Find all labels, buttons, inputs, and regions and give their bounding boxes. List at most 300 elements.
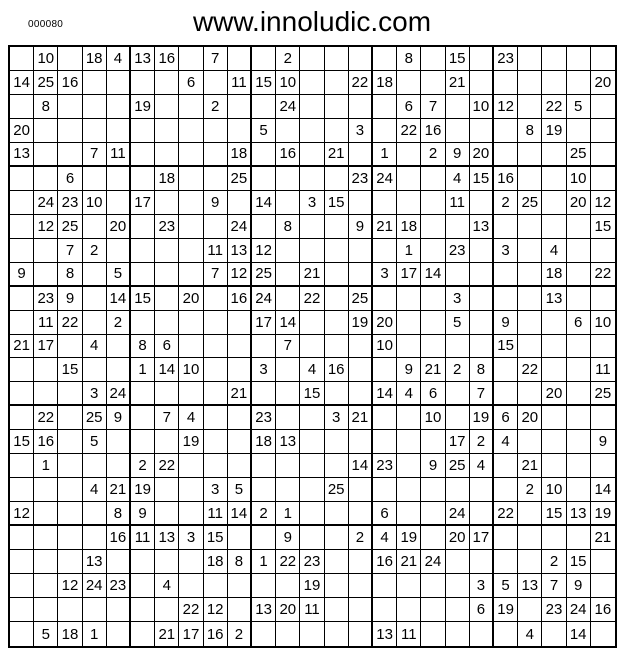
grid-cell-empty[interactable] <box>252 215 276 239</box>
grid-cell-empty[interactable] <box>276 263 300 287</box>
grid-cell-empty[interactable] <box>397 454 421 478</box>
grid-cell-empty[interactable] <box>10 311 34 335</box>
grid-cell-empty[interactable] <box>494 119 518 143</box>
grid-cell-empty[interactable] <box>470 478 494 502</box>
grid-cell-empty[interactable] <box>494 358 518 382</box>
grid-cell-empty[interactable] <box>10 191 34 215</box>
grid-cell-empty[interactable] <box>373 598 397 622</box>
grid-cell-empty[interactable] <box>155 550 179 574</box>
grid-cell-empty[interactable] <box>325 622 349 646</box>
grid-cell-empty[interactable] <box>228 358 252 382</box>
grid-cell-empty[interactable] <box>349 239 373 263</box>
grid-cell-empty[interactable] <box>542 191 566 215</box>
grid-cell-empty[interactable] <box>107 550 131 574</box>
grid-cell-empty[interactable] <box>397 287 421 311</box>
grid-cell-empty[interactable] <box>204 215 228 239</box>
grid-cell-empty[interactable] <box>567 215 591 239</box>
grid-cell-empty[interactable] <box>276 167 300 191</box>
grid-cell-empty[interactable] <box>252 622 276 646</box>
grid-cell-empty[interactable] <box>276 622 300 646</box>
grid-cell-empty[interactable] <box>10 215 34 239</box>
grid-cell-empty[interactable] <box>567 430 591 454</box>
grid-cell-empty[interactable] <box>421 502 445 526</box>
grid-cell-empty[interactable] <box>10 287 34 311</box>
grid-cell-empty[interactable] <box>204 335 228 359</box>
grid-cell-empty[interactable] <box>83 215 107 239</box>
grid-cell-empty[interactable] <box>131 143 155 167</box>
grid-cell-empty[interactable] <box>228 406 252 430</box>
grid-cell-empty[interactable] <box>34 502 58 526</box>
grid-cell-empty[interactable] <box>228 119 252 143</box>
grid-cell-empty[interactable] <box>204 358 228 382</box>
grid-cell-empty[interactable] <box>349 430 373 454</box>
grid-cell-empty[interactable] <box>446 335 470 359</box>
grid-cell-empty[interactable] <box>349 478 373 502</box>
grid-cell-empty[interactable] <box>252 454 276 478</box>
grid-cell-empty[interactable] <box>300 239 324 263</box>
grid-cell-empty[interactable] <box>373 119 397 143</box>
grid-cell-empty[interactable] <box>276 358 300 382</box>
grid-cell-empty[interactable] <box>591 239 615 263</box>
grid-cell-empty[interactable] <box>58 382 82 406</box>
grid-cell-empty[interactable] <box>349 550 373 574</box>
grid-cell-empty[interactable] <box>300 47 324 71</box>
grid-cell-empty[interactable] <box>494 622 518 646</box>
grid-cell-empty[interactable] <box>397 502 421 526</box>
grid-cell-empty[interactable] <box>349 598 373 622</box>
grid-cell-empty[interactable] <box>204 287 228 311</box>
grid-cell-empty[interactable] <box>349 143 373 167</box>
grid-cell-empty[interactable] <box>10 382 34 406</box>
grid-cell-empty[interactable] <box>518 311 542 335</box>
grid-cell-empty[interactable] <box>397 335 421 359</box>
grid-cell-empty[interactable] <box>179 191 203 215</box>
grid-cell-empty[interactable] <box>10 358 34 382</box>
grid-cell-empty[interactable] <box>131 239 155 263</box>
grid-cell-empty[interactable] <box>518 502 542 526</box>
grid-cell-empty[interactable] <box>300 119 324 143</box>
grid-cell-empty[interactable] <box>58 335 82 359</box>
grid-cell-empty[interactable] <box>542 622 566 646</box>
grid-cell-empty[interactable] <box>58 454 82 478</box>
grid-cell-empty[interactable] <box>349 622 373 646</box>
grid-cell-empty[interactable] <box>276 239 300 263</box>
grid-cell-empty[interactable] <box>179 574 203 598</box>
grid-cell-empty[interactable] <box>325 95 349 119</box>
grid-cell-empty[interactable] <box>204 454 228 478</box>
grid-cell-empty[interactable] <box>10 550 34 574</box>
grid-cell-empty[interactable] <box>518 263 542 287</box>
grid-cell-empty[interactable] <box>470 311 494 335</box>
grid-cell-empty[interactable] <box>325 574 349 598</box>
grid-cell-empty[interactable] <box>494 143 518 167</box>
grid-cell-empty[interactable] <box>591 47 615 71</box>
grid-cell-empty[interactable] <box>155 287 179 311</box>
grid-cell-empty[interactable] <box>300 502 324 526</box>
grid-cell-empty[interactable] <box>325 287 349 311</box>
grid-cell-empty[interactable] <box>276 574 300 598</box>
grid-cell-empty[interactable] <box>494 287 518 311</box>
grid-cell-empty[interactable] <box>300 478 324 502</box>
grid-cell-empty[interactable] <box>228 47 252 71</box>
grid-cell-empty[interactable] <box>58 119 82 143</box>
grid-cell-empty[interactable] <box>252 478 276 502</box>
grid-cell-empty[interactable] <box>10 574 34 598</box>
grid-cell-empty[interactable] <box>10 167 34 191</box>
grid-cell-empty[interactable] <box>179 239 203 263</box>
grid-cell-empty[interactable] <box>494 382 518 406</box>
grid-cell-empty[interactable] <box>155 311 179 335</box>
grid-cell-empty[interactable] <box>300 311 324 335</box>
grid-cell-empty[interactable] <box>34 263 58 287</box>
grid-cell-empty[interactable] <box>494 71 518 95</box>
grid-cell-empty[interactable] <box>34 598 58 622</box>
grid-cell-empty[interactable] <box>107 622 131 646</box>
grid-cell-empty[interactable] <box>34 167 58 191</box>
grid-cell-empty[interactable] <box>591 95 615 119</box>
grid-cell-empty[interactable] <box>446 574 470 598</box>
grid-cell-empty[interactable] <box>131 167 155 191</box>
grid-cell-empty[interactable] <box>591 622 615 646</box>
grid-cell-empty[interactable] <box>421 47 445 71</box>
grid-cell-empty[interactable] <box>421 622 445 646</box>
grid-cell-empty[interactable] <box>421 191 445 215</box>
grid-cell-empty[interactable] <box>276 478 300 502</box>
grid-cell-empty[interactable] <box>155 95 179 119</box>
grid-cell-empty[interactable] <box>591 335 615 359</box>
grid-cell-empty[interactable] <box>131 263 155 287</box>
grid-cell-empty[interactable] <box>155 71 179 95</box>
grid-cell-empty[interactable] <box>518 47 542 71</box>
grid-cell-empty[interactable] <box>349 263 373 287</box>
grid-cell-empty[interactable] <box>83 167 107 191</box>
grid-cell-empty[interactable] <box>397 167 421 191</box>
grid-cell-empty[interactable] <box>446 478 470 502</box>
grid-cell-empty[interactable] <box>421 526 445 550</box>
grid-cell-empty[interactable] <box>567 526 591 550</box>
grid-cell-empty[interactable] <box>325 71 349 95</box>
grid-cell-empty[interactable] <box>83 358 107 382</box>
grid-cell-empty[interactable] <box>470 263 494 287</box>
grid-cell-empty[interactable] <box>591 167 615 191</box>
grid-cell-empty[interactable] <box>397 574 421 598</box>
grid-cell-empty[interactable] <box>204 574 228 598</box>
grid-cell-empty[interactable] <box>155 143 179 167</box>
grid-cell-empty[interactable] <box>397 598 421 622</box>
grid-cell-empty[interactable] <box>276 287 300 311</box>
grid-cell-empty[interactable] <box>446 622 470 646</box>
grid-cell-empty[interactable] <box>518 143 542 167</box>
grid-cell-empty[interactable] <box>518 550 542 574</box>
grid-cell-empty[interactable] <box>58 406 82 430</box>
grid-cell-empty[interactable] <box>325 550 349 574</box>
grid-cell-empty[interactable] <box>325 598 349 622</box>
grid-cell-empty[interactable] <box>34 119 58 143</box>
grid-cell-empty[interactable] <box>591 287 615 311</box>
grid-cell-empty[interactable] <box>470 622 494 646</box>
grid-cell-empty[interactable] <box>397 71 421 95</box>
grid-cell-empty[interactable] <box>567 71 591 95</box>
grid-cell-empty[interactable] <box>421 287 445 311</box>
grid-cell-empty[interactable] <box>349 382 373 406</box>
grid-cell-empty[interactable] <box>204 71 228 95</box>
grid-cell-empty[interactable] <box>83 71 107 95</box>
grid-cell-empty[interactable] <box>591 454 615 478</box>
grid-cell-empty[interactable] <box>567 335 591 359</box>
grid-cell-empty[interactable] <box>542 311 566 335</box>
grid-cell-empty[interactable] <box>228 191 252 215</box>
grid-cell-empty[interactable] <box>567 47 591 71</box>
grid-cell-empty[interactable] <box>228 335 252 359</box>
grid-cell-empty[interactable] <box>325 502 349 526</box>
grid-cell-empty[interactable] <box>470 335 494 359</box>
grid-cell-empty[interactable] <box>179 95 203 119</box>
grid-cell-empty[interactable] <box>179 454 203 478</box>
grid-cell-empty[interactable] <box>107 95 131 119</box>
grid-cell-empty[interactable] <box>373 430 397 454</box>
grid-cell-empty[interactable] <box>542 47 566 71</box>
grid-cell-empty[interactable] <box>518 71 542 95</box>
grid-cell-empty[interactable] <box>349 47 373 71</box>
grid-cell-empty[interactable] <box>325 119 349 143</box>
grid-cell-empty[interactable] <box>131 550 155 574</box>
grid-cell-empty[interactable] <box>349 358 373 382</box>
grid-cell-empty[interactable] <box>518 287 542 311</box>
grid-cell-empty[interactable] <box>34 239 58 263</box>
grid-cell-empty[interactable] <box>325 263 349 287</box>
grid-cell-empty[interactable] <box>131 622 155 646</box>
grid-cell-empty[interactable] <box>10 239 34 263</box>
grid-cell-empty[interactable] <box>276 406 300 430</box>
grid-cell-empty[interactable] <box>494 478 518 502</box>
grid-cell-empty[interactable] <box>421 239 445 263</box>
grid-cell-empty[interactable] <box>179 382 203 406</box>
grid-cell-empty[interactable] <box>591 143 615 167</box>
grid-cell-empty[interactable] <box>470 550 494 574</box>
grid-cell-empty[interactable] <box>107 71 131 95</box>
grid-cell-empty[interactable] <box>83 454 107 478</box>
grid-cell-empty[interactable] <box>228 598 252 622</box>
grid-cell-empty[interactable] <box>325 430 349 454</box>
grid-cell-empty[interactable] <box>179 263 203 287</box>
grid-cell-empty[interactable] <box>300 143 324 167</box>
grid-cell-empty[interactable] <box>204 119 228 143</box>
grid-cell-empty[interactable] <box>131 430 155 454</box>
grid-cell-empty[interactable] <box>155 239 179 263</box>
grid-cell-empty[interactable] <box>542 167 566 191</box>
grid-cell-empty[interactable] <box>349 335 373 359</box>
grid-cell-empty[interactable] <box>179 143 203 167</box>
grid-cell-empty[interactable] <box>373 47 397 71</box>
grid-cell-empty[interactable] <box>373 239 397 263</box>
grid-cell-empty[interactable] <box>83 95 107 119</box>
grid-cell-empty[interactable] <box>10 598 34 622</box>
grid-cell-empty[interactable] <box>179 550 203 574</box>
grid-cell-empty[interactable] <box>518 167 542 191</box>
grid-cell-empty[interactable] <box>58 502 82 526</box>
grid-cell-empty[interactable] <box>58 598 82 622</box>
grid-cell-empty[interactable] <box>397 478 421 502</box>
grid-cell-empty[interactable] <box>34 526 58 550</box>
grid-cell-empty[interactable] <box>300 71 324 95</box>
grid-cell-empty[interactable] <box>446 263 470 287</box>
grid-cell-empty[interactable] <box>470 239 494 263</box>
grid-cell-empty[interactable] <box>518 430 542 454</box>
grid-cell-empty[interactable] <box>470 71 494 95</box>
grid-cell-empty[interactable] <box>83 598 107 622</box>
grid-cell-empty[interactable] <box>567 287 591 311</box>
grid-cell-empty[interactable] <box>34 550 58 574</box>
grid-cell-empty[interactable] <box>542 358 566 382</box>
grid-cell-empty[interactable] <box>83 263 107 287</box>
grid-cell-empty[interactable] <box>494 263 518 287</box>
grid-cell-empty[interactable] <box>276 191 300 215</box>
grid-cell-empty[interactable] <box>542 71 566 95</box>
grid-cell-empty[interactable] <box>300 215 324 239</box>
grid-cell-empty[interactable] <box>591 574 615 598</box>
grid-cell-empty[interactable] <box>325 47 349 71</box>
grid-cell-empty[interactable] <box>421 430 445 454</box>
grid-cell-empty[interactable] <box>228 430 252 454</box>
grid-cell-empty[interactable] <box>179 167 203 191</box>
grid-cell-empty[interactable] <box>421 478 445 502</box>
grid-cell-empty[interactable] <box>373 191 397 215</box>
grid-cell-empty[interactable] <box>542 335 566 359</box>
grid-cell-empty[interactable] <box>542 215 566 239</box>
grid-cell-empty[interactable] <box>107 335 131 359</box>
grid-cell-empty[interactable] <box>397 430 421 454</box>
grid-cell-empty[interactable] <box>83 311 107 335</box>
grid-cell-empty[interactable] <box>228 454 252 478</box>
grid-cell-empty[interactable] <box>518 95 542 119</box>
grid-cell-empty[interactable] <box>179 478 203 502</box>
grid-cell-empty[interactable] <box>34 143 58 167</box>
grid-cell-empty[interactable] <box>421 167 445 191</box>
grid-cell-empty[interactable] <box>373 406 397 430</box>
grid-cell-empty[interactable] <box>421 71 445 95</box>
grid-cell-empty[interactable] <box>204 311 228 335</box>
grid-cell-empty[interactable] <box>567 239 591 263</box>
grid-cell-empty[interactable] <box>325 454 349 478</box>
grid-cell-empty[interactable] <box>518 382 542 406</box>
grid-cell-empty[interactable] <box>446 95 470 119</box>
grid-cell-empty[interactable] <box>34 574 58 598</box>
grid-cell-empty[interactable] <box>179 215 203 239</box>
grid-cell-empty[interactable] <box>300 526 324 550</box>
grid-cell-empty[interactable] <box>228 95 252 119</box>
grid-cell-empty[interactable] <box>567 358 591 382</box>
grid-cell-empty[interactable] <box>252 574 276 598</box>
grid-cell-empty[interactable] <box>131 71 155 95</box>
grid-cell-empty[interactable] <box>542 454 566 478</box>
grid-cell-empty[interactable] <box>300 622 324 646</box>
grid-cell-empty[interactable] <box>325 167 349 191</box>
grid-cell-empty[interactable] <box>10 622 34 646</box>
grid-cell-empty[interactable] <box>591 550 615 574</box>
grid-cell-empty[interactable] <box>204 430 228 454</box>
grid-cell-empty[interactable] <box>204 143 228 167</box>
grid-cell-empty[interactable] <box>300 454 324 478</box>
grid-cell-empty[interactable] <box>542 406 566 430</box>
grid-cell-empty[interactable] <box>131 119 155 143</box>
grid-cell-empty[interactable] <box>179 311 203 335</box>
grid-cell-empty[interactable] <box>10 95 34 119</box>
grid-cell-empty[interactable] <box>276 382 300 406</box>
grid-cell-empty[interactable] <box>349 191 373 215</box>
grid-cell-empty[interactable] <box>58 526 82 550</box>
grid-cell-empty[interactable] <box>397 406 421 430</box>
grid-cell-empty[interactable] <box>155 263 179 287</box>
grid-cell-empty[interactable] <box>518 598 542 622</box>
grid-cell-empty[interactable] <box>518 335 542 359</box>
grid-cell-empty[interactable] <box>155 478 179 502</box>
grid-cell-empty[interactable] <box>58 478 82 502</box>
grid-cell-empty[interactable] <box>204 167 228 191</box>
grid-cell-empty[interactable] <box>179 119 203 143</box>
grid-cell-empty[interactable] <box>591 406 615 430</box>
grid-cell-empty[interactable] <box>349 502 373 526</box>
grid-cell-empty[interactable] <box>228 574 252 598</box>
grid-cell-empty[interactable] <box>107 119 131 143</box>
grid-cell-empty[interactable] <box>567 454 591 478</box>
grid-cell-empty[interactable] <box>131 406 155 430</box>
grid-cell-empty[interactable] <box>397 143 421 167</box>
grid-cell-empty[interactable] <box>373 287 397 311</box>
grid-cell-empty[interactable] <box>518 215 542 239</box>
grid-cell-empty[interactable] <box>83 502 107 526</box>
grid-cell-empty[interactable] <box>325 335 349 359</box>
grid-cell-empty[interactable] <box>34 382 58 406</box>
grid-cell-empty[interactable] <box>179 502 203 526</box>
grid-cell-empty[interactable] <box>131 215 155 239</box>
grid-cell-empty[interactable] <box>252 167 276 191</box>
grid-cell-empty[interactable] <box>83 287 107 311</box>
grid-cell-empty[interactable] <box>300 335 324 359</box>
grid-cell-empty[interactable] <box>58 550 82 574</box>
grid-cell-empty[interactable] <box>373 95 397 119</box>
grid-cell-empty[interactable] <box>10 454 34 478</box>
grid-cell-empty[interactable] <box>252 47 276 71</box>
grid-cell-empty[interactable] <box>470 502 494 526</box>
grid-cell-empty[interactable] <box>518 526 542 550</box>
grid-cell-empty[interactable] <box>83 526 107 550</box>
grid-cell-empty[interactable] <box>10 406 34 430</box>
grid-cell-empty[interactable] <box>107 167 131 191</box>
grid-cell-empty[interactable] <box>10 526 34 550</box>
grid-cell-empty[interactable] <box>107 430 131 454</box>
grid-cell-empty[interactable] <box>373 574 397 598</box>
grid-cell-empty[interactable] <box>542 143 566 167</box>
grid-cell-empty[interactable] <box>131 311 155 335</box>
grid-cell-empty[interactable] <box>300 406 324 430</box>
grid-cell-empty[interactable] <box>446 406 470 430</box>
grid-cell-empty[interactable] <box>470 191 494 215</box>
grid-cell-empty[interactable] <box>107 454 131 478</box>
grid-cell-empty[interactable] <box>397 191 421 215</box>
grid-cell-empty[interactable] <box>397 311 421 335</box>
grid-cell-empty[interactable] <box>421 311 445 335</box>
grid-cell-empty[interactable] <box>107 239 131 263</box>
grid-cell-empty[interactable] <box>470 47 494 71</box>
grid-cell-empty[interactable] <box>470 287 494 311</box>
grid-cell-empty[interactable] <box>325 311 349 335</box>
grid-cell-empty[interactable] <box>107 358 131 382</box>
grid-cell-empty[interactable] <box>34 358 58 382</box>
grid-cell-empty[interactable] <box>518 239 542 263</box>
grid-cell-empty[interactable] <box>155 191 179 215</box>
grid-cell-empty[interactable] <box>494 526 518 550</box>
grid-cell-empty[interactable] <box>131 598 155 622</box>
